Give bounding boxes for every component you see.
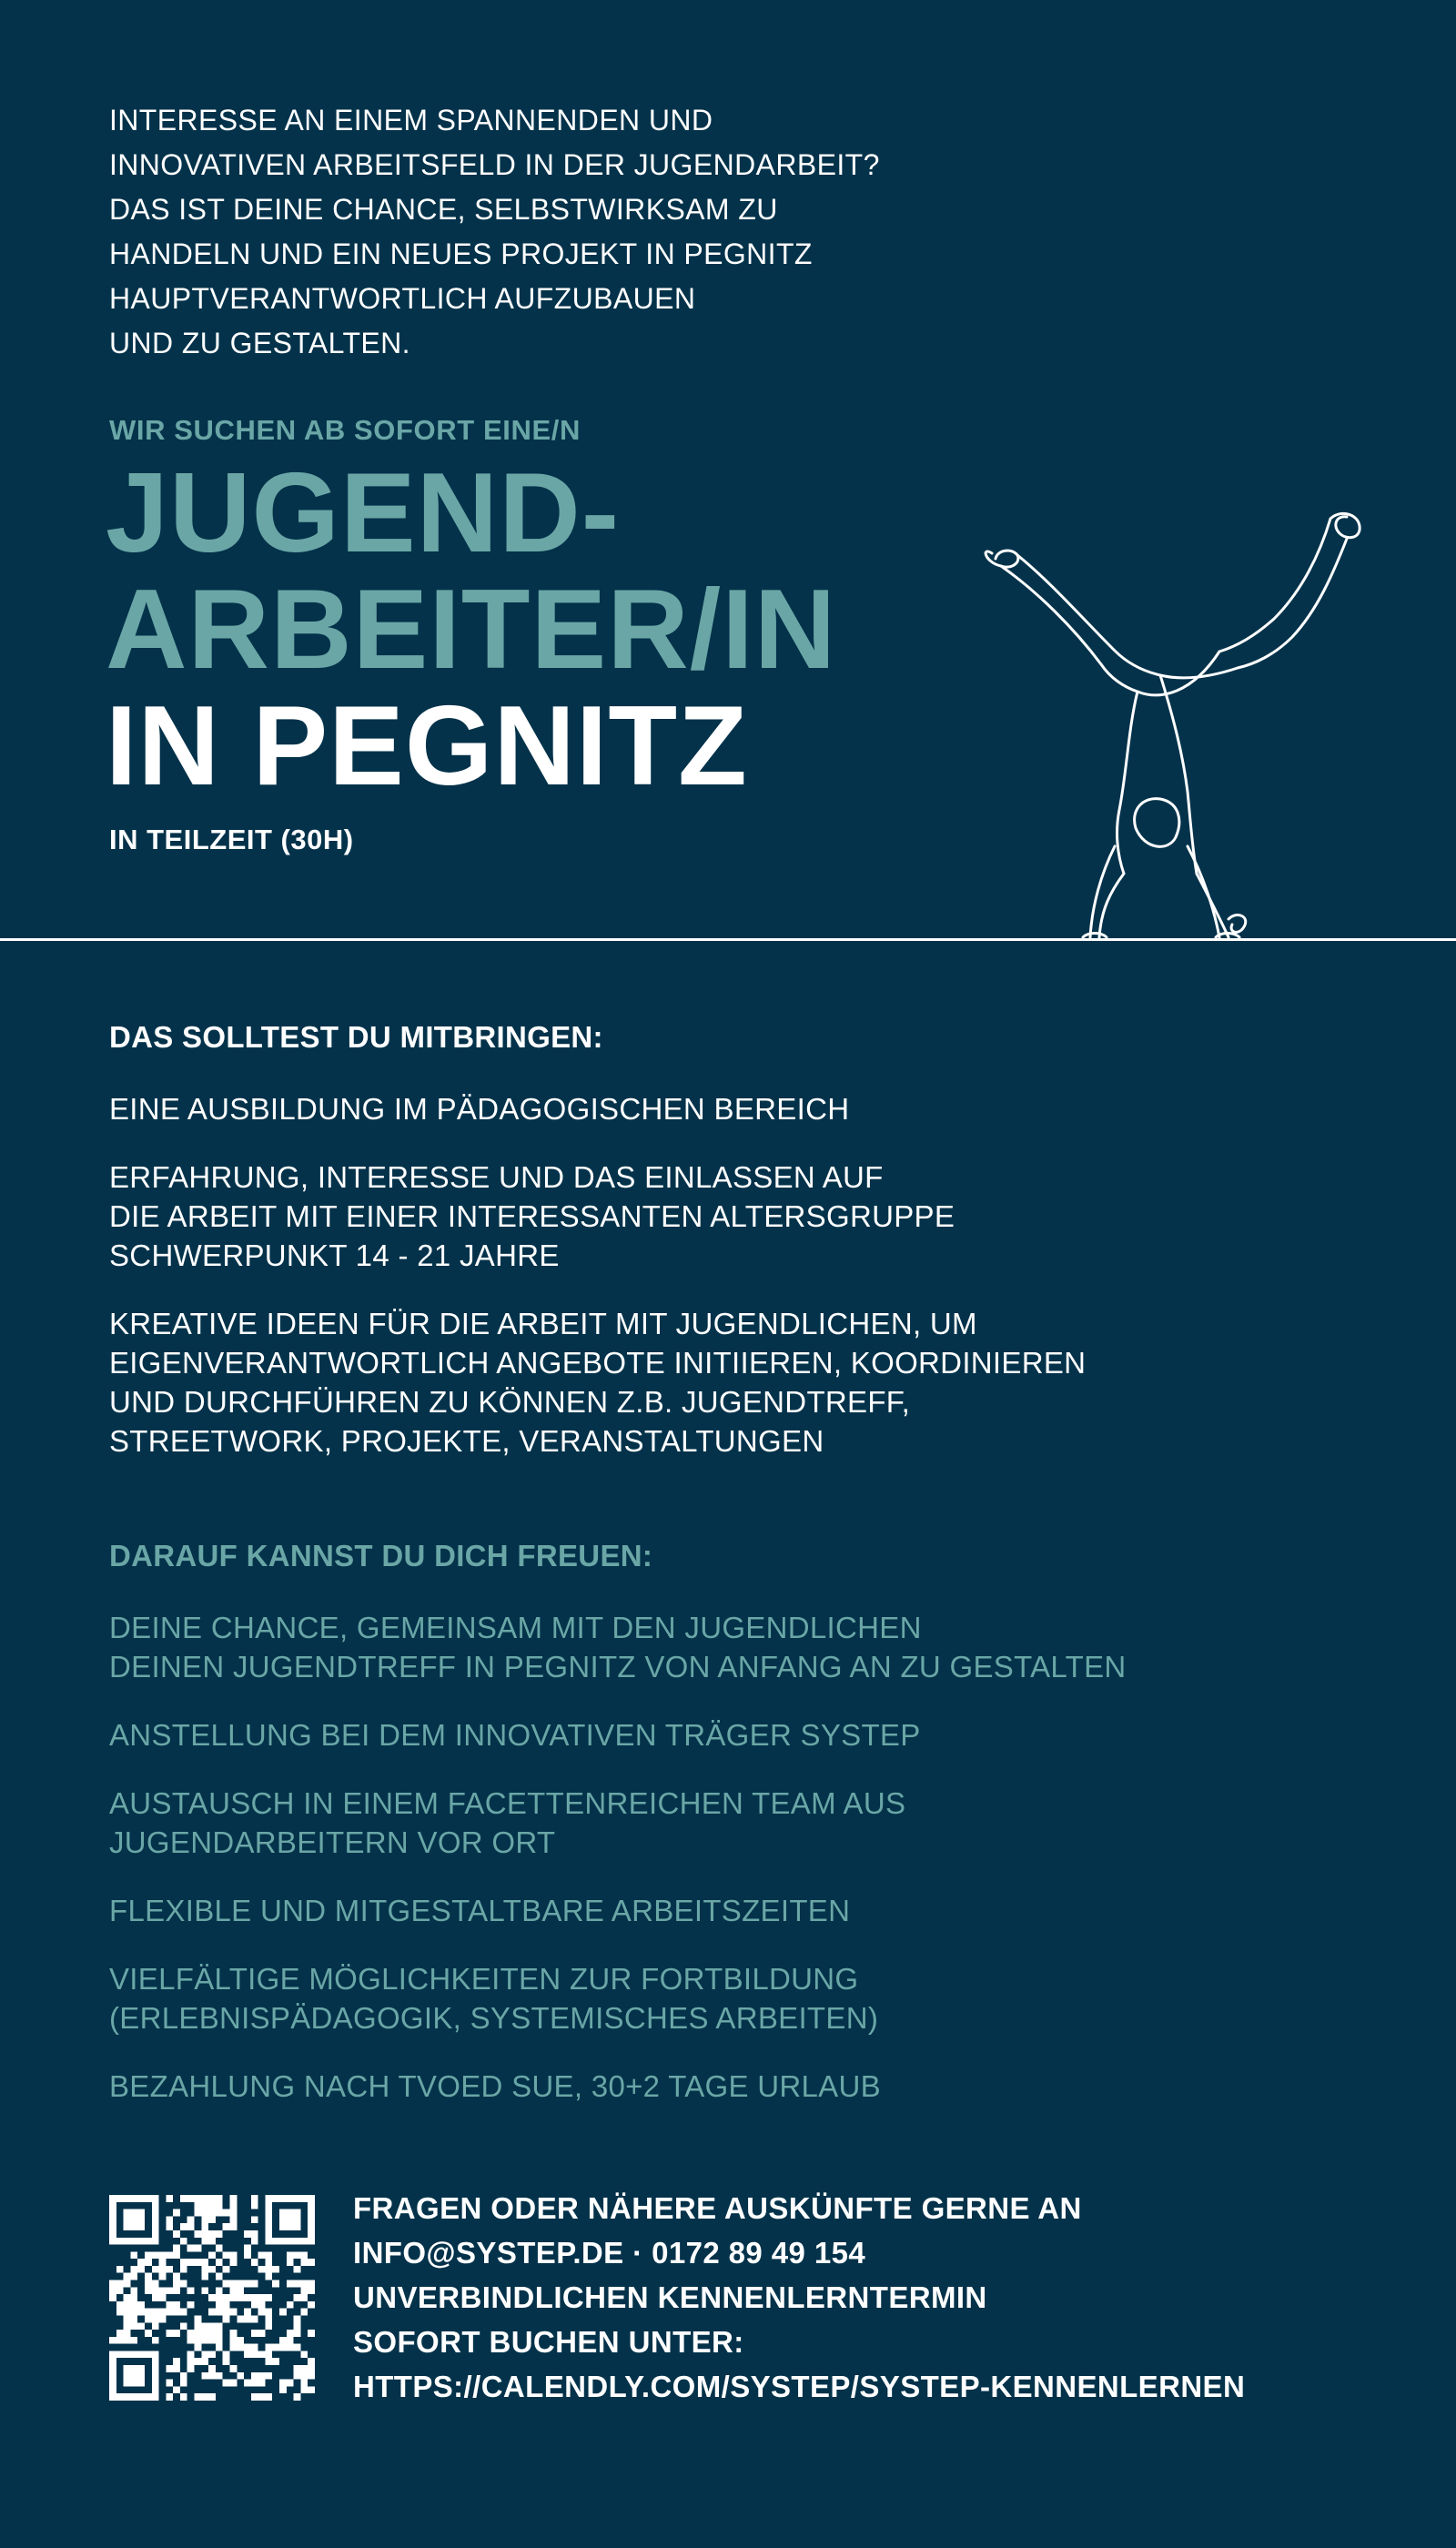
contact-link[interactable]: HTTPS://CALENDLY.COM/SYSTEP/SYSTEP-KENNENLERNEN [353,2370,1246,2403]
horizontal-divider [0,938,1456,941]
benefits-heading: DARAUF KANNST DU DICH FREUEN: [109,1539,653,1572]
benefit-item: FLEXIBLE UND MITGESTALTBARE ARBEITSZEITEN [109,1894,851,1927]
intro-line: HAUPTVERANTWORTLICH AUFZUBAUEN [109,282,696,315]
requirements-section [109,1017,1383,1490]
benefit-item: DEINE CHANCE, GEMEINSAM MIT DEN JUGENDLICHEN DEINEN JUGENDTREFF IN PEGNITZ VON ANFANG AN ZU GESTALTEN [109,1611,1127,1684]
intro-line: DAS IST DEINE CHANCE, SELBSTWIRKSAM ZU [109,193,778,226]
benefits-section [109,1536,1383,2135]
contact-line: SOFORT BUCHEN UNTER: [353,2325,744,2359]
subheading: WIR SUCHEN AB SOFORT EINE/N [109,414,581,446]
requirement-item: KREATIVE IDEEN FÜR DIE ARBEIT MIT JUGENDLICHEN, UM EIGENVERANTWORTLICH ANGEBOTE INITIIEREN, KOORDINIEREN UND DURCHFÜHREN ZU KÖNNEN Z.B. JUGENDTREFF, STREETWORK, PROJEKTE, VERANSTALTUNGEN [109,1307,1087,1458]
handstand-line-figure-icon [965,482,1383,946]
intro-text [109,98,1019,366]
intro-line: INNOVATIVEN ARBEITSFELD IN DER JUGENDARBEIT? [109,148,880,181]
intro-line: HANDELN UND EIN NEUES PROJEKT IN PEGNITZ [109,238,813,270]
intro-line: INTERESSE AN EINEM SPANNENDEN UND [109,104,713,136]
benefit-item: VIELFÄLTIGE MÖGLICHKEITEN ZUR FORTBILDUNG (ERLEBNISPÄDAGOGIK, SYSTEMISCHES ARBEITEN) [109,1962,879,2035]
job-title [106,450,837,809]
contact-info [353,2186,1245,2409]
benefit-item: ANSTELLUNG BEI DEM INNOVATIVEN TRÄGER SYSTEP [109,1718,921,1752]
intro-line: UND ZU GESTALTEN. [109,327,410,359]
job-title-line: JUGEND- [106,450,621,576]
benefit-item: BEZAHLUNG NACH TVOED SUE, 30+2 TAGE URLAUB [109,2069,881,2103]
qr-code-icon[interactable] [109,2195,315,2401]
contact-line: FRAGEN ODER NÄHERE AUSKÜNFTE GERNE AN [353,2191,1082,2225]
employment-type: IN TEILZEIT (30H) [109,824,354,855]
requirement-item: ERFAHRUNG, INTERESSE UND DAS EINLASSEN AUF DIE ARBEIT MIT EINER INTERESSANTEN ALTERSGRUPPE SCHWERPUNKT 14 - 21 JAHRE [109,1160,956,1272]
contact-email-phone[interactable]: INFO@SYSTEP.DE · 0172 89 49 154 [353,2236,866,2270]
job-title-line: ARBEITER/IN [106,567,837,693]
requirements-heading: DAS SOLLTEST DU MITBRINGEN: [109,1020,603,1054]
requirement-item: EINE AUSBILDUNG IM PÄDAGOGISCHEN BEREICH [109,1092,850,1126]
contact-line: UNVERBINDLICHEN KENNENLERNTERMIN [353,2280,987,2314]
benefit-item: AUSTAUSCH IN EINEM FACETTENREICHEN TEAM AUS JUGENDARBEITERN VOR ORT [109,1786,906,1859]
job-location-line: IN PEGNITZ [106,683,748,809]
